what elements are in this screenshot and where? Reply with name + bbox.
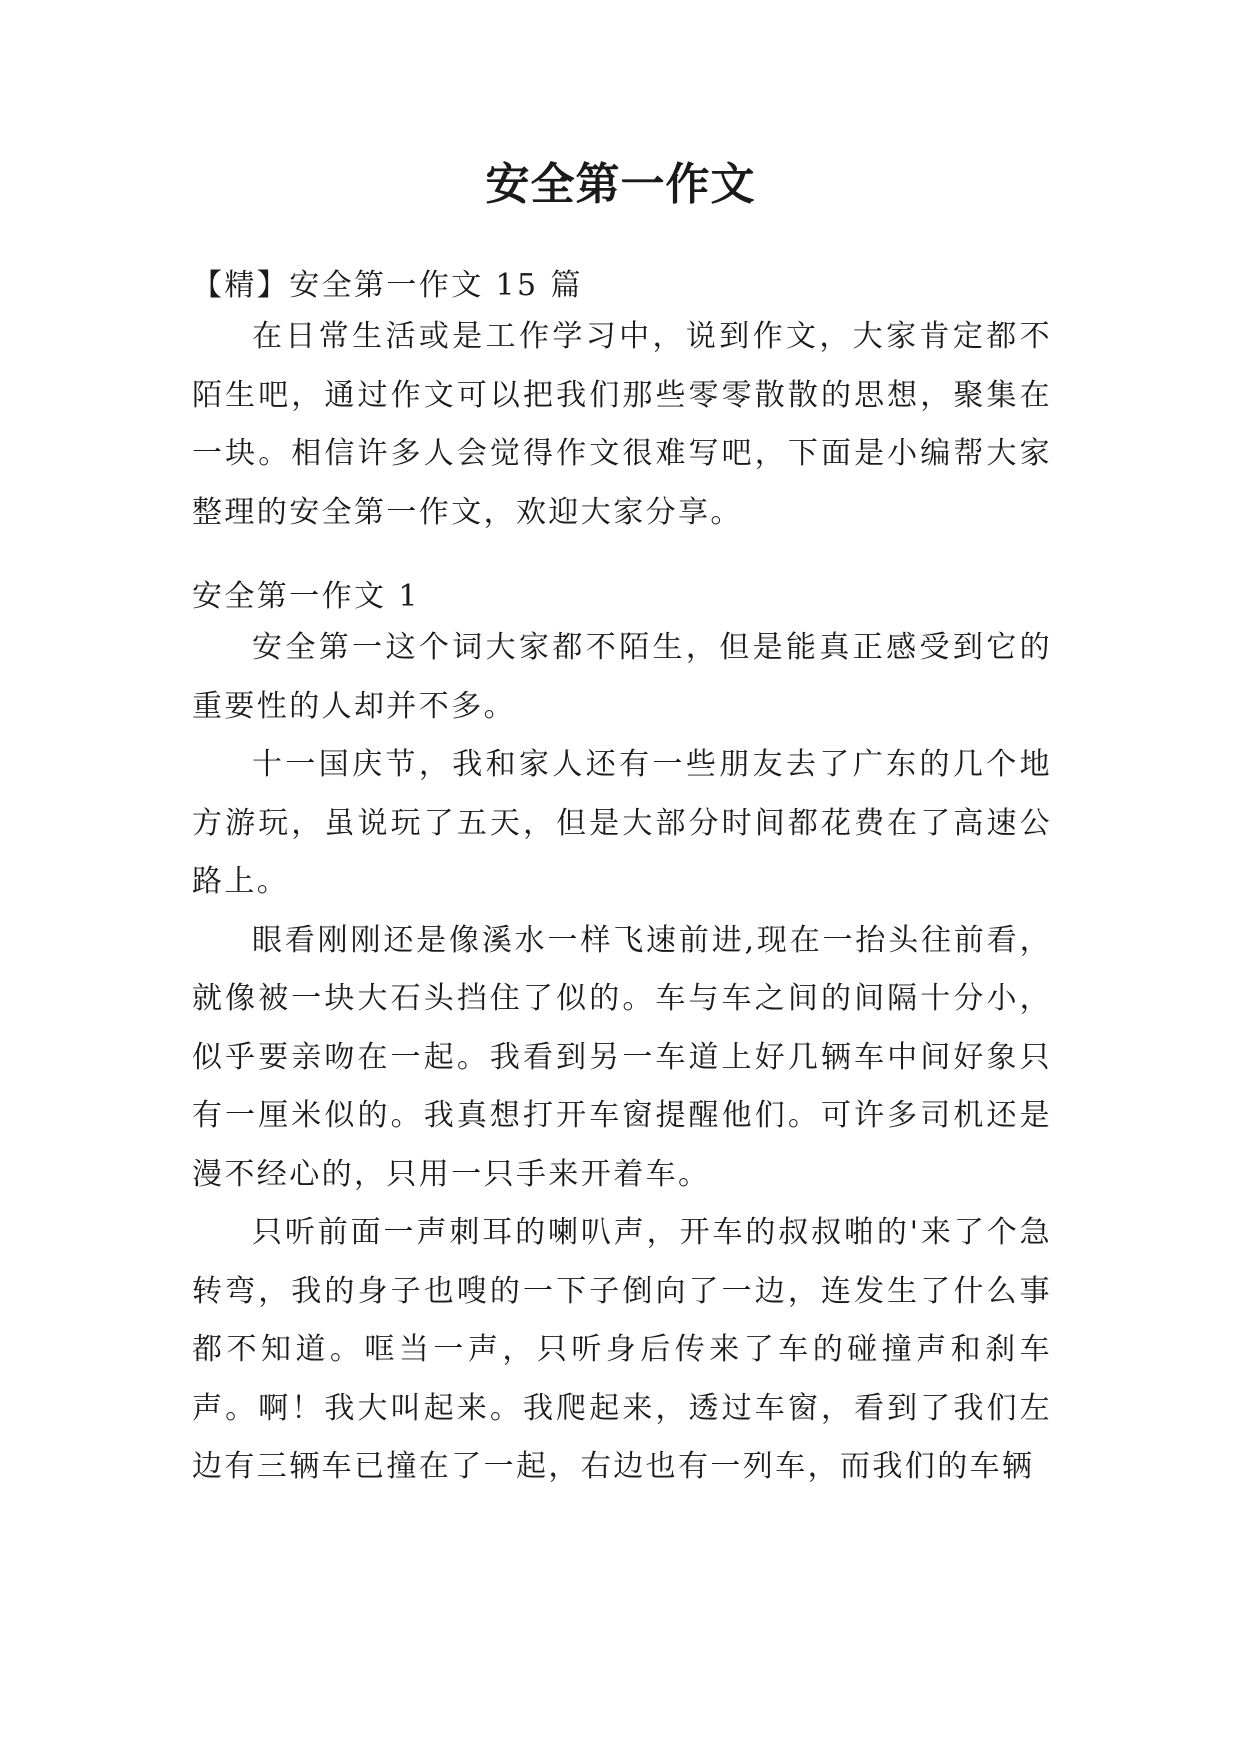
essay-paragraph: 眼看刚刚还是像溪水一样飞速前进,现在一抬头往前看，就像被一块大石头挡住了似的。车与车之间的间隔十分小，似乎要亲吻在一起。我看到另一车道上好几辆车中间好象只有一厘米似的。我真想打开车窗提醒他们。可许多司机还是漫不经心的，只用一只手来开着车。	[192, 922, 1052, 1192]
essay-body	[192, 619, 1052, 1497]
essay-paragraph: 安全第一这个词大家都不陌生，但是能真正感受到它的重要性的人却并不多。	[192, 630, 1052, 724]
header-line: 【精】安全第一作文 15 篇	[192, 268, 583, 303]
essay-paragraph: 十一国庆节，我和家人还有一些朋友去了广东的几个地方游玩，虽说玩了五天，但是大部分时间都花费在了高速公路上。	[192, 747, 1052, 899]
section-title: 安全第一作文 1	[192, 579, 420, 614]
essay-paragraph: 只听前面一声刺耳的喇叭声，开车的叔叔啪的'来了个急转弯，我的身子也嗖的一下子倒向了一边，连发生了什么事都不知道。哐当一声，只听身后传来了车的碰撞声和刹车声。啊！我大叫起来。我爬起来，透过车窗，看到了我们左边有三辆车已撞在了一起，右边也有一列车，而我们的车辆	[192, 1215, 1052, 1484]
document-title: 安全第一作文	[485, 159, 756, 210]
intro-block	[192, 308, 1052, 542]
intro-paragraph: 在日常生活或是工作学习中，说到作文，大家肯定都不陌生吧，通过作文可以把我们那些零零散散的思想，聚集在一块。相信许多人会觉得作文很难写吧，下面是小编帮大家整理的安全第一作文，欢迎大家分享。	[192, 319, 1052, 530]
